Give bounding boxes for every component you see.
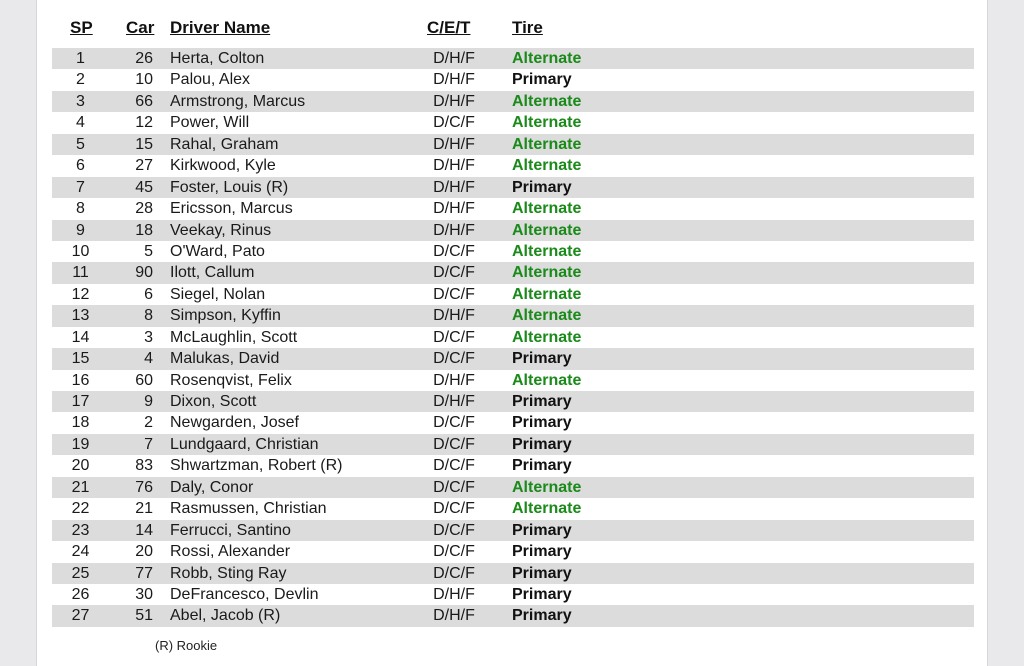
table-row <box>52 305 974 326</box>
start-position-cell: 1 <box>76 50 85 67</box>
cet-cell: D/C/F <box>433 264 475 282</box>
table-row <box>52 412 974 433</box>
table-row <box>52 391 974 412</box>
start-position-cell: 25 <box>71 564 90 582</box>
table-row <box>52 220 974 241</box>
start-position-cell: 7 <box>76 178 85 196</box>
car-number-cell: 21 <box>135 500 153 518</box>
start-position-cell: 11 <box>72 264 89 282</box>
start-position-cell: 20 <box>71 457 90 475</box>
cet-cell: D/C/F <box>433 500 475 518</box>
start-position-cell: 2 <box>76 71 85 89</box>
car-number-cell: 2 <box>144 414 153 432</box>
driver-name-cell: Palou, Alex <box>170 71 251 89</box>
driver-name-cell: Dixon, Scott <box>170 393 257 410</box>
driver-name-cell: Kirkwood, Kyle <box>170 157 276 175</box>
car-number-cell: 7 <box>144 435 153 453</box>
cet-cell: D/H/F <box>433 585 475 603</box>
table-row <box>52 48 974 69</box>
table-row <box>52 177 974 198</box>
document-page <box>36 0 988 666</box>
cet-cell: D/H/F <box>433 307 475 325</box>
header-cet: C/E/T <box>427 18 471 37</box>
driver-name-cell: Armstrong, Marcus <box>170 92 306 110</box>
tire-cell: Primary <box>512 414 572 432</box>
cet-cell: D/H/F <box>433 221 475 239</box>
cet-cell: D/C/F <box>433 328 475 346</box>
start-position-cell: 12 <box>71 285 90 303</box>
tire-cell: Alternate <box>512 242 582 260</box>
car-number-cell: 90 <box>135 264 153 282</box>
car-number-cell: 5 <box>144 242 153 260</box>
table-row <box>52 370 974 391</box>
cet-cell: D/H/F <box>433 200 475 218</box>
table-row <box>52 563 974 584</box>
driver-name-cell: Rosenqvist, Felix <box>170 371 292 389</box>
car-number-cell: 27 <box>135 157 153 175</box>
car-number-cell: 15 <box>135 135 153 153</box>
table-row <box>52 348 974 369</box>
tire-cell: Primary <box>512 71 572 89</box>
driver-name-cell: Shwartzman, Robert (R) <box>170 457 343 475</box>
car-number-cell: 30 <box>135 585 153 603</box>
driver-name-cell: Siegel, Nolan <box>170 285 266 303</box>
driver-name-cell: Robb, Sting Ray <box>170 564 287 582</box>
start-position-cell: 27 <box>71 607 90 625</box>
cet-cell: D/H/F <box>433 50 475 67</box>
driver-name-cell: Foster, Louis (R) <box>170 178 289 196</box>
car-number-cell: 8 <box>144 307 153 325</box>
start-position-cell: 22 <box>71 500 90 518</box>
cet-cell: D/H/F <box>433 135 475 153</box>
car-number-cell: 77 <box>135 564 153 582</box>
start-position-cell: 13 <box>71 307 90 325</box>
tire-cell: Primary <box>512 457 572 475</box>
tire-cell: Alternate <box>512 157 582 175</box>
cet-cell: D/C/F <box>433 435 475 453</box>
footnote: (R) Rookie <box>155 638 218 653</box>
cet-cell: D/H/F <box>433 393 475 410</box>
start-position-cell: 23 <box>71 521 90 539</box>
start-position-cell: 14 <box>71 328 90 346</box>
table-row <box>52 91 974 112</box>
header-tire: Tire <box>512 18 543 37</box>
car-number-cell: 20 <box>135 543 153 561</box>
header-car: Car <box>126 18 155 37</box>
start-position-cell: 16 <box>71 371 90 389</box>
cet-cell: D/C/F <box>433 114 475 132</box>
car-number-cell: 18 <box>135 221 153 239</box>
driver-name-cell: Ferrucci, Santino <box>170 521 291 539</box>
driver-name-cell: Rasmussen, Christian <box>170 500 327 518</box>
cet-cell: D/H/F <box>433 607 475 625</box>
start-position-cell: 9 <box>76 221 85 239</box>
tire-cell: Alternate <box>512 264 582 282</box>
driver-name-cell: Ilott, Callum <box>170 264 255 282</box>
table-row <box>52 134 974 155</box>
tire-cell: Alternate <box>512 328 582 346</box>
start-position-cell: 15 <box>71 350 90 368</box>
tire-cell: Primary <box>512 521 572 539</box>
table-row <box>52 69 974 90</box>
tire-cell: Alternate <box>512 92 582 110</box>
table-row <box>52 262 974 283</box>
table-row <box>52 605 974 626</box>
start-position-cell: 24 <box>71 543 90 561</box>
tire-cell: Primary <box>512 178 572 196</box>
driver-name-cell: Daly, Conor <box>170 478 254 496</box>
table-row <box>52 455 974 476</box>
driver-name-cell: Lundgaard, Christian <box>170 435 319 453</box>
start-position-cell: 6 <box>76 157 85 175</box>
table-row <box>52 112 974 133</box>
car-number-cell: 76 <box>135 478 153 496</box>
tire-cell: Alternate <box>512 50 582 67</box>
car-number-cell: 26 <box>135 50 153 67</box>
tire-cell: Primary <box>512 564 572 582</box>
tire-cell: Primary <box>512 607 572 625</box>
driver-name-cell: Abel, Jacob (R) <box>170 607 281 625</box>
driver-name-cell: Rahal, Graham <box>170 135 279 153</box>
tire-cell: Alternate <box>512 221 582 239</box>
cet-cell: D/C/F <box>433 285 475 303</box>
car-number-cell: 45 <box>135 178 153 196</box>
table-row <box>52 155 974 176</box>
driver-name-cell: Veekay, Rinus <box>170 221 272 239</box>
table-row <box>52 541 974 562</box>
tire-cell: Alternate <box>512 371 582 389</box>
driver-name-cell: Newgarden, Josef <box>170 414 299 432</box>
start-position-cell: 10 <box>71 242 90 260</box>
tire-cell: Alternate <box>512 114 582 132</box>
driver-name-cell: Power, Will <box>170 114 250 132</box>
driver-name-cell: Herta, Colton <box>170 50 265 67</box>
header-driver-name: Driver Name <box>170 18 271 37</box>
header-sp: SP <box>70 18 93 37</box>
table-row <box>52 520 974 541</box>
car-number-cell: 12 <box>135 114 153 132</box>
driver-name-cell: Malukas, David <box>170 350 280 368</box>
car-number-cell: 28 <box>135 200 153 218</box>
table-row <box>52 584 974 605</box>
starting-grid-table <box>52 48 974 627</box>
start-position-cell: 17 <box>71 393 90 410</box>
cet-cell: D/H/F <box>433 92 475 110</box>
car-number-cell: 14 <box>135 521 153 539</box>
cet-cell: D/H/F <box>433 371 475 389</box>
cet-cell: D/H/F <box>433 71 475 89</box>
start-position-cell: 8 <box>76 200 85 218</box>
table-row <box>52 241 974 262</box>
car-number-cell: 83 <box>135 457 153 475</box>
car-number-cell: 4 <box>144 350 153 368</box>
driver-name-cell: Rossi, Alexander <box>170 543 291 561</box>
table-row <box>52 284 974 305</box>
table-row <box>52 198 974 219</box>
tire-cell: Alternate <box>512 285 582 303</box>
start-position-cell: 21 <box>71 478 90 496</box>
table-row <box>52 477 974 498</box>
driver-name-cell: Ericsson, Marcus <box>170 200 293 218</box>
cet-cell: D/C/F <box>433 242 475 260</box>
tire-cell: Primary <box>512 585 572 603</box>
tire-cell: Primary <box>512 435 572 453</box>
cet-cell: D/C/F <box>433 564 475 582</box>
cet-cell: D/C/F <box>433 478 475 496</box>
tire-cell: Alternate <box>512 307 582 325</box>
tire-cell: Primary <box>512 350 572 368</box>
table-row <box>52 327 974 348</box>
start-position-cell: 19 <box>71 435 90 453</box>
cet-cell: D/C/F <box>433 457 475 475</box>
driver-name-cell: DeFrancesco, Devlin <box>170 585 319 603</box>
car-number-cell: 9 <box>144 393 153 410</box>
cet-cell: D/H/F <box>433 157 475 175</box>
tire-cell: Primary <box>512 393 572 410</box>
cet-cell: D/C/F <box>433 543 475 561</box>
driver-name-cell: O'Ward, Pato <box>170 242 265 260</box>
cet-cell: D/C/F <box>433 521 475 539</box>
cet-cell: D/C/F <box>433 414 475 432</box>
car-number-cell: 51 <box>135 607 153 625</box>
table-row <box>52 434 974 455</box>
tire-cell: Alternate <box>512 500 582 518</box>
tire-cell: Alternate <box>512 478 582 496</box>
car-number-cell: 10 <box>135 71 153 89</box>
tire-cell: Primary <box>512 543 572 561</box>
table-row <box>52 498 974 519</box>
driver-name-cell: McLaughlin, Scott <box>170 328 298 346</box>
table-header <box>37 18 987 42</box>
tire-cell: Alternate <box>512 200 582 218</box>
car-number-cell: 3 <box>144 328 153 346</box>
driver-name-cell: Simpson, Kyffin <box>170 307 281 325</box>
start-position-cell: 18 <box>71 414 90 432</box>
start-position-cell: 5 <box>76 135 85 153</box>
cet-cell: D/H/F <box>433 178 475 196</box>
start-position-cell: 3 <box>76 92 85 110</box>
start-position-cell: 4 <box>76 114 85 132</box>
car-number-cell: 6 <box>144 285 153 303</box>
start-position-cell: 26 <box>71 585 90 603</box>
cet-cell: D/C/F <box>433 350 475 368</box>
car-number-cell: 60 <box>135 371 153 389</box>
car-number-cell: 66 <box>135 92 153 110</box>
tire-cell: Alternate <box>512 135 582 153</box>
